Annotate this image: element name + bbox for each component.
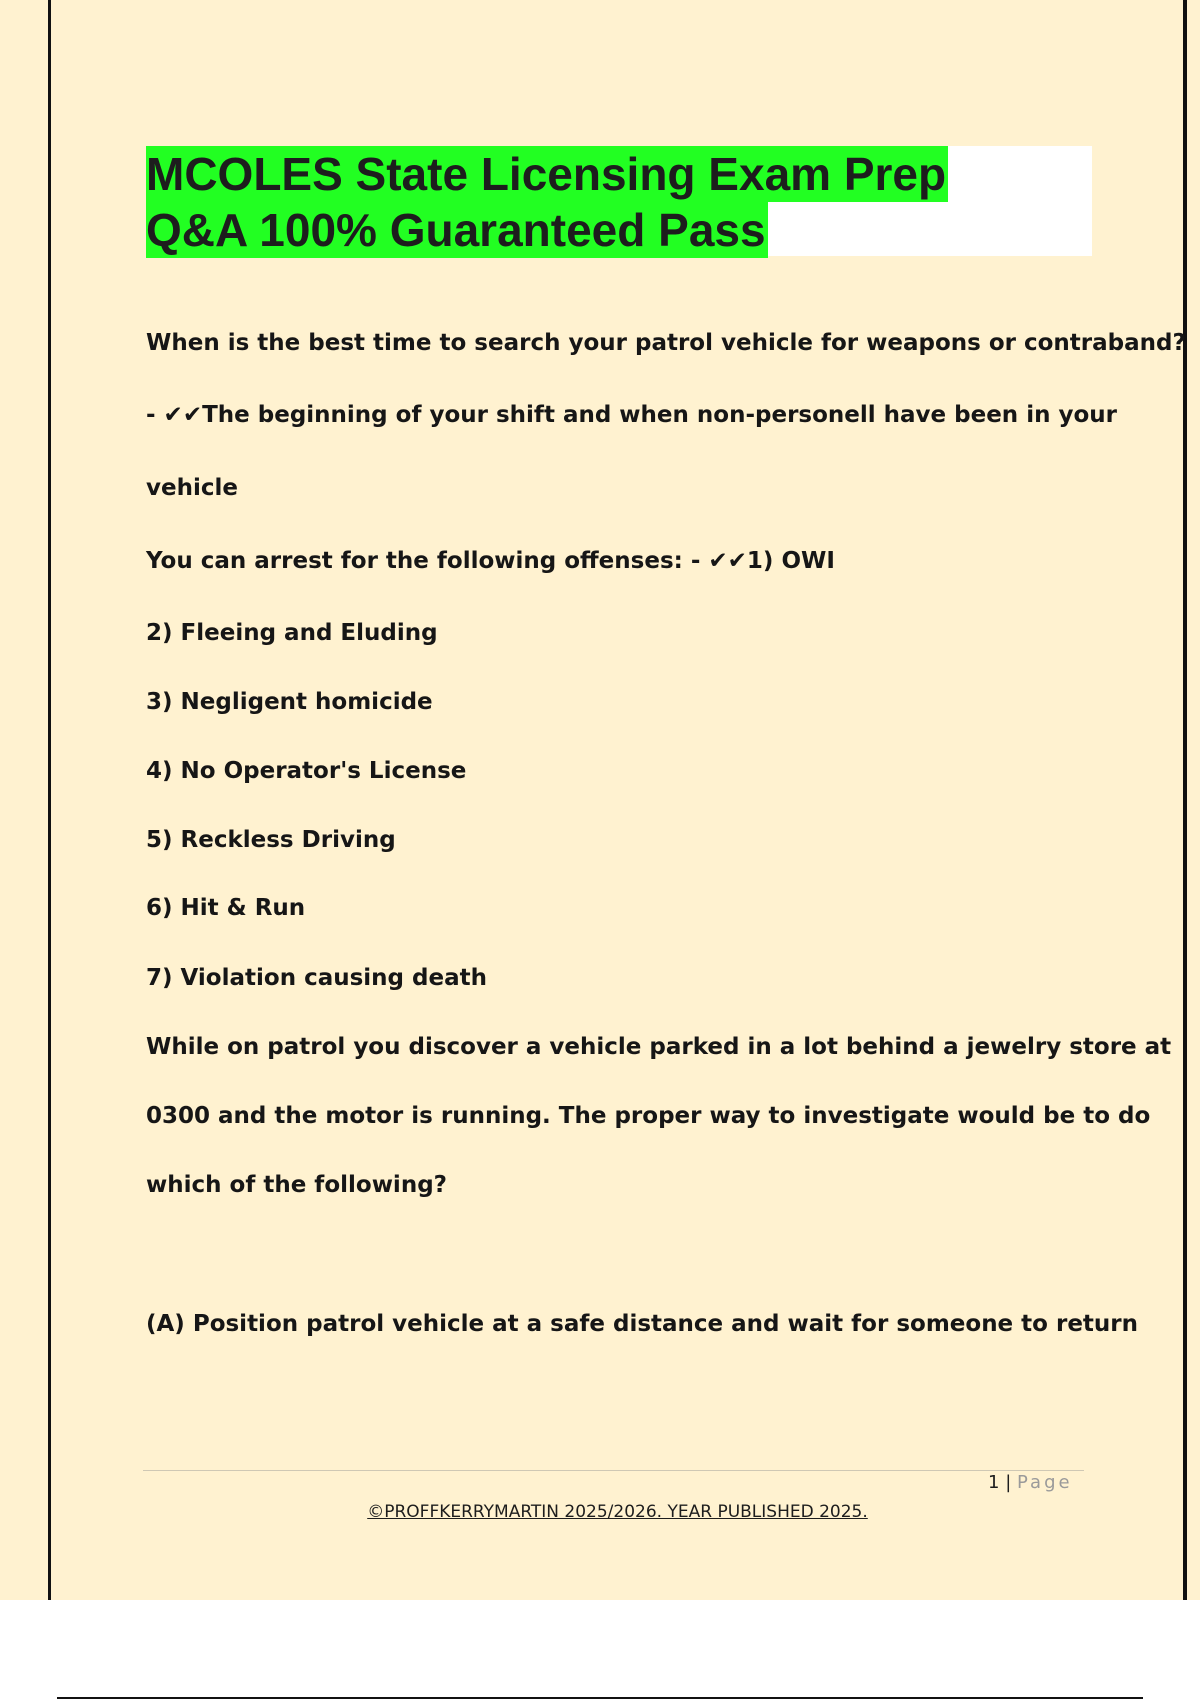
- question-1: When is the best time to search your patrol vehicle for weapons or contraband?: [146, 330, 1186, 356]
- title-line-1: MCOLES State Licensing Exam Prep: [146, 148, 947, 200]
- page-border-right: [1183, 0, 1187, 1600]
- answer-1-line-2: vehicle: [146, 475, 238, 501]
- question-2: You can arrest for the following offenses: - ✔✔1) OWI: [146, 548, 835, 574]
- bottom-divider: [57, 1697, 1143, 1699]
- page-number-separator: |: [1005, 1472, 1012, 1493]
- list-item: 4) No Operator's License: [146, 758, 467, 784]
- page-label: Page: [1017, 1472, 1073, 1493]
- answer-1-line-1: - ✔✔The beginning of your shift and when non-personell have been in your: [146, 402, 1117, 428]
- list-item: 5) Reckless Driving: [146, 827, 396, 853]
- list-item: 3) Negligent homicide: [146, 689, 433, 715]
- question-3-line-1: While on patrol you discover a vehicle parked in a lot behind a jewelry store at: [146, 1034, 1172, 1060]
- title-line-2: Q&A 100% Guaranteed Pass: [146, 204, 766, 256]
- list-item: 7) Violation causing death: [146, 965, 487, 991]
- answer-option-a: (A) Position patrol vehicle at a safe distance and wait for someone to return: [146, 1311, 1138, 1337]
- page-number-value: 1: [988, 1472, 1000, 1493]
- page-title: [146, 146, 948, 258]
- copyright-notice: ©PROFFKERRYMARTIN 2025/2026. YEAR PUBLISHED 2025.: [367, 1502, 868, 1522]
- question-3-line-2: 0300 and the motor is running. The proper way to investigate would be to do: [146, 1103, 1151, 1129]
- list-item: 6) Hit & Run: [146, 895, 306, 921]
- list-item: 2) Fleeing and Eluding: [146, 620, 438, 646]
- page-border-left: [48, 0, 51, 1600]
- page-number: [988, 1472, 1073, 1493]
- question-3-line-3: which of the following?: [146, 1172, 447, 1198]
- footer-divider: [143, 1470, 1084, 1471]
